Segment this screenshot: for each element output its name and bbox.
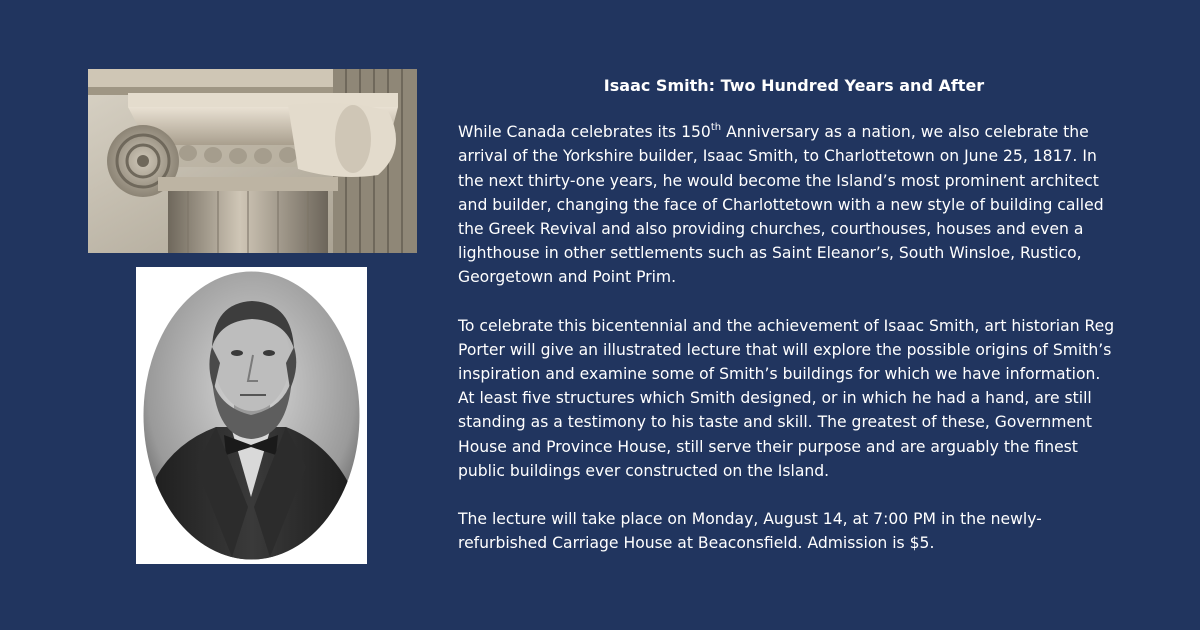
- ionic-capital-photo: [88, 69, 417, 253]
- intro-text-rest: Anniversary as a nation, we also celebrate the arrival of the Yorkshire builder, Isaac Smith, to Charlottetown on June 25, 1817. In the next thirty-one years, he would become the Island’s most prominent architect and builder, changing the face of Charlottetown with a new style of building called the Greek Revival and also providing churches, courthouses, houses and even a lighthouse in other settlements such as Saint Eleanor’s, South Winsloe, Rustico, Georgetown and Point Prim.: [458, 123, 1104, 287]
- ordinal-suffix: th: [710, 122, 722, 134]
- event-details-paragraph: The lecture will take place on Monday, August 14, at 7:00 PM in the newly-refurbished Carriage House at Beaconsfield. Admission is $5.: [458, 510, 1042, 553]
- page-title: Isaac Smith: Two Hundred Years and After: [603, 76, 985, 95]
- intro-paragraph: [458, 120, 1120, 289]
- ionic-capital-illustration: [88, 69, 417, 253]
- intro-text-start: While Canada celebrates its 150: [458, 123, 711, 142]
- announcement-text: [458, 74, 1120, 579]
- portrait-photo: [136, 267, 367, 564]
- lecture-paragraph: To celebrate this bicentennial and the achievement of Isaac Smith, art historian Reg Porter will give an illustrated lecture that will explore the possible origins of Smith’s inspiration and examine some of Smith’s buildings for which we have information. At least five structures which Smith designed, or in which he had a hand, are still standing as a testimony to his taste and skill. The greatest of these, Government House and Province House, still serve their purpose and are arguably the finest public buildings ever constructed on the Island.: [458, 316, 1115, 480]
- isaac-smith-portrait: [136, 267, 367, 564]
